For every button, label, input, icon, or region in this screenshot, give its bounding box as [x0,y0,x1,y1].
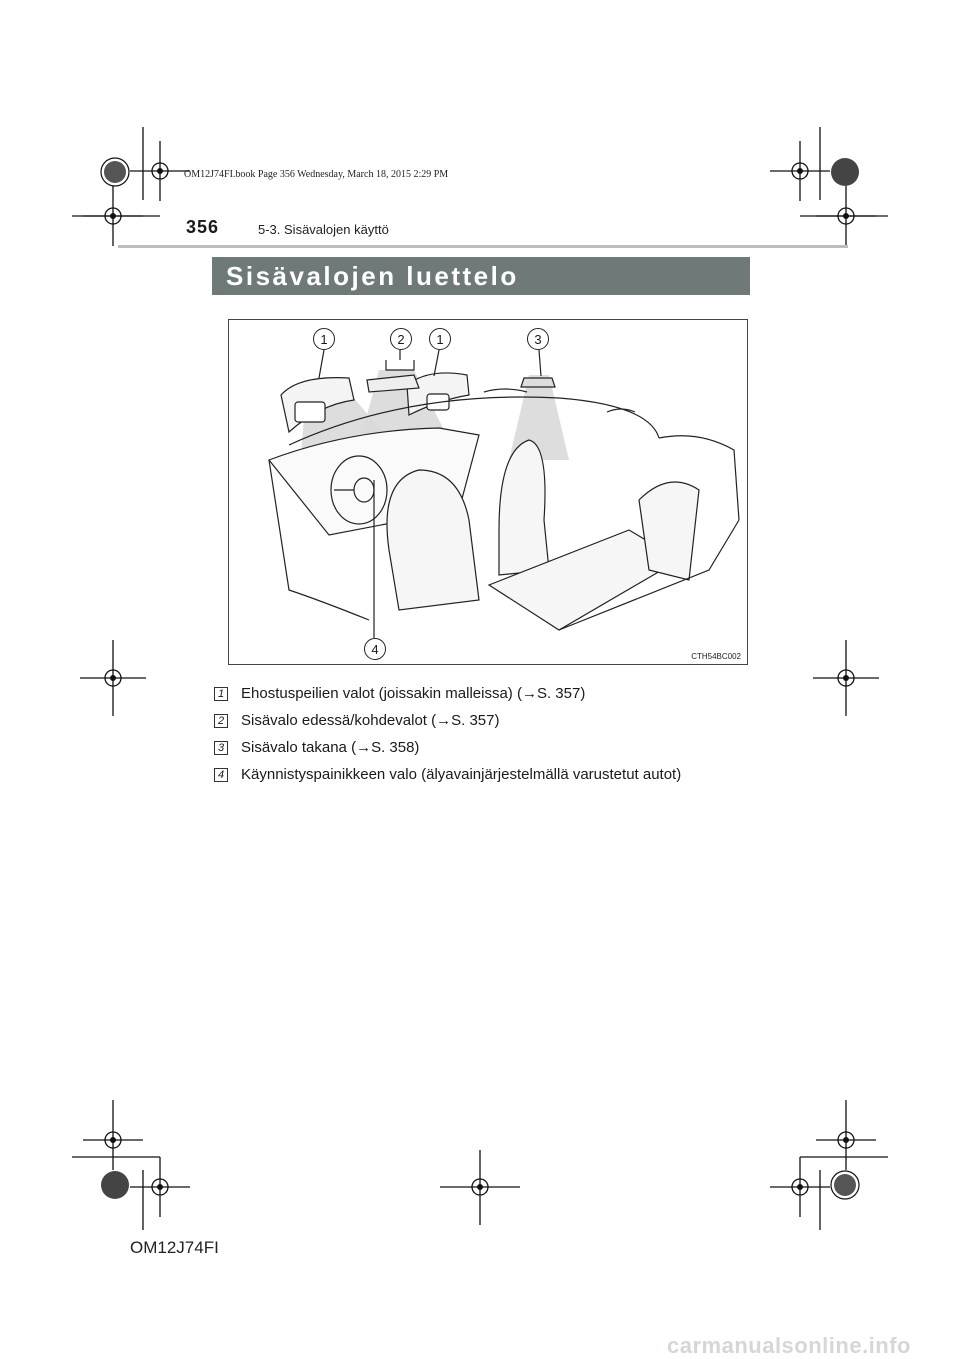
item-text: Ehostuspeilien valot (joissakin malleissa) (→S. 357) [241,685,586,702]
callout-label: 4 [371,641,379,657]
callout-label: 3 [534,331,542,347]
solid-registration-circle-icon [831,158,859,186]
item-text: Sisävalo takana (→S. 358) [241,739,420,756]
section-heading: 5-3. Sisävalojen käyttö [258,222,389,237]
starburst-mark-icon [101,158,129,186]
list-item [214,680,681,707]
item-text: Sisävalo edessä/kohdevalot (→S. 357) [241,712,500,729]
item-text: Käynnistyspainikkeen valo (älyavainjärjestelmällä varustetut autot) [241,766,682,783]
callout-1-left [313,328,335,350]
list-item [214,761,681,788]
page-number: 356 [186,217,220,237]
callout-label: 1 [436,331,444,347]
footer-watermark: carmanualsonline.info [667,1333,911,1358]
list-item [214,707,681,734]
page-title: Sisävalojen luettelo [226,261,519,291]
item-number-box: 3 [214,741,228,755]
legend-list [214,680,681,788]
starburst-mark-icon [831,1171,859,1199]
callout-1-right [429,328,451,350]
callout-2 [390,328,412,350]
item-number-box: 4 [214,768,228,782]
car-interior-illustration [229,320,747,664]
list-item [214,734,681,761]
title-bar [212,257,750,295]
crosshair-target-icon [816,1100,876,1170]
book-meta: OM12J74FI.book Page 356 Wednesday, March 18, 2015 2:29 PM [184,169,449,180]
footer-manual-code: OM12J74FI [130,1238,219,1257]
solid-registration-circle-icon [101,1171,129,1199]
item-number-box: 2 [214,714,228,728]
callout-label: 1 [320,331,328,347]
header-rule [118,245,848,248]
callout-label: 2 [397,331,405,347]
figure-code: CTH54BC002 [691,652,741,661]
callout-3 [527,328,549,350]
callout-4 [364,638,386,660]
item-number-box: 1 [214,687,228,701]
interior-lights-figure [228,319,748,665]
crosshair-target-icon [83,1100,143,1170]
